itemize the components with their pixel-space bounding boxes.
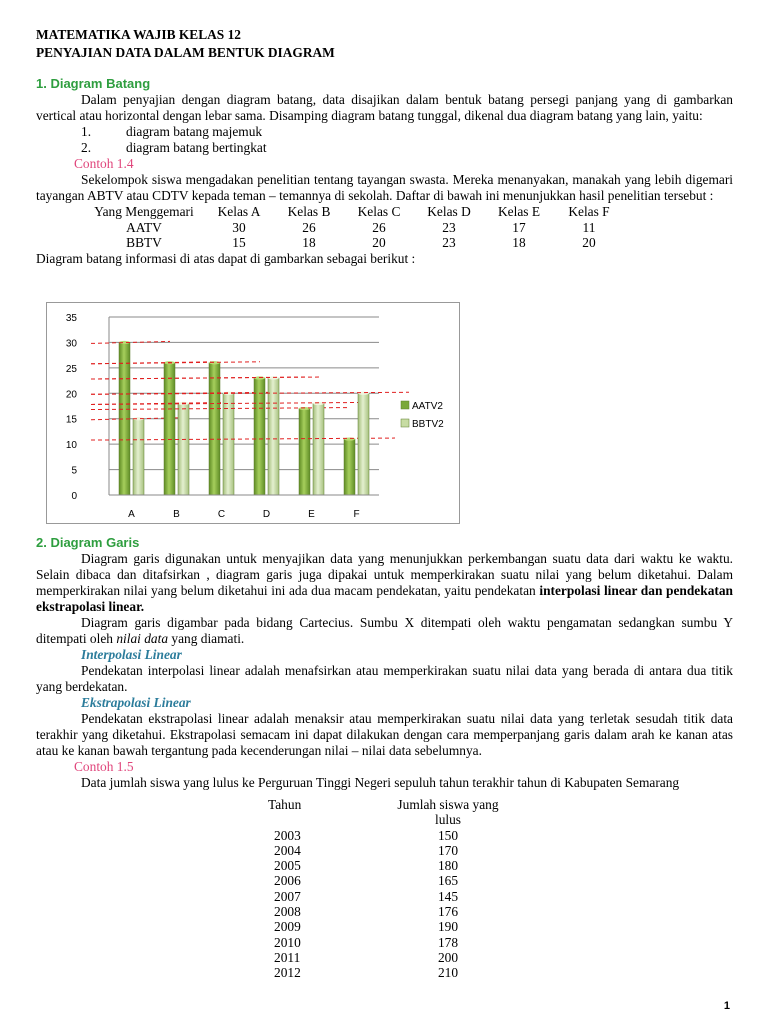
- example-label: Contoh 1.5: [74, 759, 134, 774]
- table-row: 2003 150: [274, 827, 459, 843]
- bar-aatv2-e: [299, 409, 310, 495]
- bar-chart: [46, 302, 460, 524]
- section1-paragraph: Dalam penyajian dengan diagram batang, data disajikan dalam bentuk batang persegi panjang yang di gambarkan vertical atau horizontal dengan lebar sama. Disamping diagram batang tunggal, dikenal dua diagram batang yang lain, yaitu:: [36, 92, 733, 123]
- data-table: [84, 204, 624, 251]
- table-row: 2009 190: [274, 919, 459, 935]
- legend-label: AATV2: [412, 401, 443, 412]
- y-tick-label: 15: [65, 414, 77, 426]
- section2-paragraph1: Diagram garis digunakan untuk menyajikan data yang menunjukkan perkembangan suatu data dari waktu ke waktu. Selain dibaca dan ditafsirkan , diagram garis juga dipakai untuk memperkirakan suatu nilai yang belum diketahui. Dalam memperkirakan nilai yang belum diketahui ini ada dua macam pendekatan, yaitu pendekatan interpolasi linear dan pendekatan ekstrapolasi linear.: [36, 551, 733, 614]
- legend-label: BBTV2: [412, 419, 444, 430]
- table-row: 2006 165: [274, 873, 459, 889]
- section1-title: 1. Diagram Batang: [36, 76, 151, 91]
- extrapolation-title: Ekstrapolasi Linear: [81, 695, 191, 710]
- y-tick-label: 20: [65, 389, 77, 401]
- table-row: BBTV 15 18 20 23 18 20: [126, 235, 596, 250]
- table-row: AATV 30 26 26 23 17 11: [126, 219, 596, 235]
- table-header-row: Yang Menggemari Kelas A Kelas B Kelas C Kelas D Kelas E Kelas F: [94, 204, 610, 219]
- y-tick-label: 0: [71, 491, 77, 502]
- bar-bbtv2-a: [133, 419, 144, 495]
- section2-title: 2. Diagram Garis: [36, 535, 140, 550]
- page-number: 1: [723, 1000, 730, 1012]
- y-tick-label: 10: [65, 440, 77, 452]
- list-item: 2. diagram batang bertingkat: [81, 140, 267, 155]
- x-tick-label: E: [308, 509, 315, 520]
- x-tick-label: C: [217, 509, 226, 520]
- reference-dash-line: [91, 402, 229, 404]
- example-paragraph: Data jumlah siswa yang lulus ke Perguruan Tinggi Negeri sepuluh tahun terakhir tahun di Kabupaten Semarang: [81, 775, 680, 790]
- bar-aatv2-d: [254, 378, 265, 495]
- bar-aatv2-c: [209, 363, 220, 495]
- y-tick-label: 5: [71, 465, 77, 477]
- bar-aatv2-b: [164, 363, 175, 495]
- document-page-lower: [36, 535, 733, 981]
- table-row: 2010 178: [274, 934, 459, 950]
- x-tick-label: F: [353, 509, 360, 520]
- bar-bbtv2-b: [178, 403, 189, 495]
- y-tick-label: 30: [65, 338, 77, 350]
- x-tick-label: A: [128, 509, 135, 520]
- bar-bbtv2-f: [358, 393, 369, 495]
- year-table: [268, 797, 733, 981]
- table-header-row: Tahun Jumlah siswa yang lulus: [268, 797, 499, 828]
- bar-bbtv2-e: [313, 403, 324, 495]
- extrapolation-paragraph: Pendekatan ekstrapolasi linear adalah menaksir atau memperkirakan suatu nilai data yang terletak sesudah titik data terakhir yang diketahui. Ekstrapolasi semacam ini dapat dilakukan dengan cara memperpanjang garis dalam arah ke kanan atas atau ke kanan bawah tergantung pada kecenderungan nilai – nilai data sebelumnya.: [36, 711, 733, 758]
- table-row: 2007 145: [274, 888, 459, 904]
- section2-paragraph2: Diagram garis digambar pada bidang Cartecius. Sumbu X ditempati oleh waktu pengamatan sedangkan sumbu Y ditempati oleh nilai data yang diamati.: [36, 615, 733, 646]
- x-tick-label: D: [262, 509, 271, 520]
- doc-title-line2: PENYAJIAN DATA DALAM BENTUK DIAGRAM: [36, 45, 335, 60]
- table-row: 2012 210: [274, 965, 459, 981]
- bar-bbtv2-d: [268, 378, 279, 495]
- legend-swatch: [401, 401, 409, 409]
- list-item: 1. diagram batang majemuk: [81, 124, 263, 139]
- bar-aatv2-f: [344, 439, 355, 495]
- legend-swatch: [401, 419, 409, 427]
- doc-title-line1: MATEMATIKA WAJIB KELAS 12: [36, 27, 241, 42]
- interpolation-paragraph: Pendekatan interpolasi linear adalah menafsirkan atau memperkirakan suatu nilai data yang berada di antara dua titik yang berdekatan.: [36, 663, 733, 694]
- table-row: 2008 176: [274, 904, 459, 920]
- interpolation-title: Interpolasi Linear: [81, 647, 182, 662]
- table-row: 2004 170: [274, 842, 459, 858]
- table-row: 2005 180: [274, 858, 459, 874]
- y-tick-label: 25: [65, 363, 77, 375]
- example-paragraph: Sekelompok siswa mengadakan penelitian tentang tayangan swasta. Mereka menanyakan, manakah yang lebih digemari tayangan ABTV atau CDTV kepada teman – temannya di sekolah. Daftar di bawah ini menunjukkan hasil penelitian tersebut :: [36, 172, 733, 203]
- chart-intro-text: Diagram batang informasi di atas dapat di gambarkan sebagai berikut :: [36, 250, 416, 266]
- table-row: 2011 200: [274, 949, 459, 965]
- example-label: Contoh 1.4: [74, 156, 134, 171]
- bar-top: [268, 376, 279, 379]
- document-page: [36, 26, 733, 267]
- y-tick-label: 35: [65, 313, 77, 324]
- x-tick-label: B: [173, 509, 180, 520]
- bar-chart-svg: [47, 303, 459, 523]
